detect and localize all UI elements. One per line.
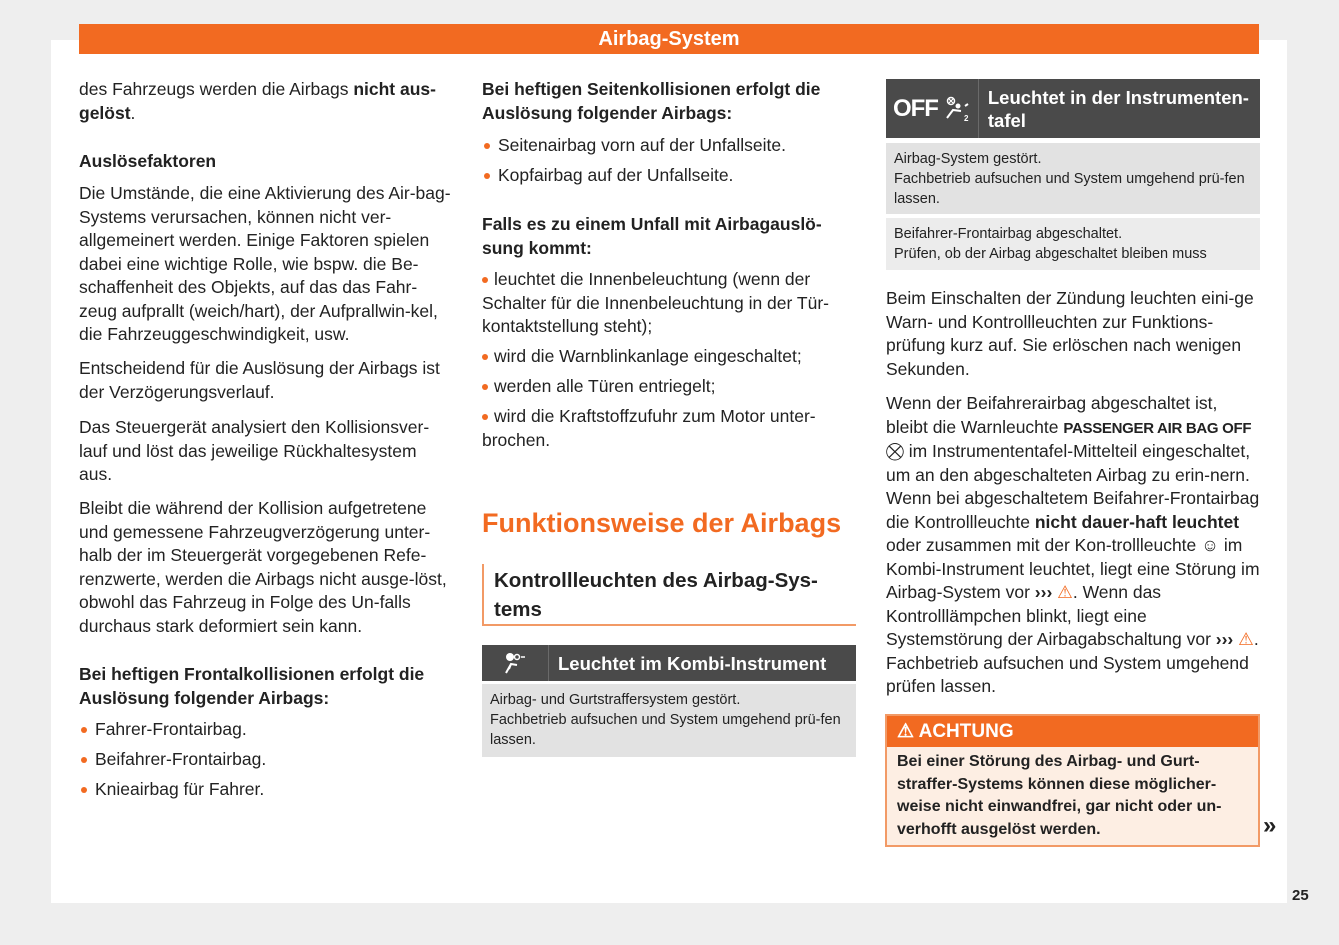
paragraph: Beim Einschalten der Zündung leuchten eini-ge Warn- und Kontrollleuchten zur Funktions-prüfung kurz auf. Sie erlöschen nach wenigen Sekunden. [886,288,1254,379]
warning-triangle-icon: ⚠ [1238,629,1254,649]
text: im Instrumententafel-Mittelteil eingeschaltet, um an den abgeschalteten Airbag zu erin-nern. Wenn bei abgeschaltetem Beifahrer-Frontairbag die Kontrollleuchte [886,441,1260,532]
paragraph: Entscheidend für die Auslösung der Airbags ist der Verzögerungsverlauf. [79,358,440,402]
factors-heading: Auslösefaktoren [79,151,217,171]
cross-reference-arrow[interactable]: ››› [1215,629,1234,649]
table-row [482,684,856,757]
list-item: Kopfairbag auf der Unfallseite. [482,164,857,188]
list-item: Knieairbag für Fahrer. [79,778,454,802]
table-cell: Fachbetrieb aufsuchen und System umgehend prü-fen lassen. [894,171,1245,207]
table-row [886,143,1260,214]
svg-text:2: 2 [963,113,969,122]
airbag-warning-icon: ☺ [1201,535,1224,555]
side-heading: Bei heftigen Seitenkollisionen erfolgt die Auslösung folgender Airbags: [482,79,821,123]
passenger-airbag-paragraph [886,392,1261,699]
subsection-title: Kontrollleuchten des Airbag-Sys-tems [482,564,856,626]
table-row [886,218,1260,270]
warning-text: Bei einer Störung des Airbag- und Gurt-straffer-Systems können diese möglicher-weise nicht einwandfrei, gar nicht oder un-verhofft ausgelöst werden. [897,753,1222,838]
list-item: leuchtet die Innenbeleuchtung (wenn der Schalter für die Innenbeleuchtung in der Tür-kontaktstellung steht); [482,268,857,339]
table-cell: Airbag-System gestört. [894,151,1042,167]
bold-text: nicht aus-gelöst [79,79,436,123]
cross-reference-arrow[interactable]: ››› [1034,582,1053,602]
list-item: wird die Kraftstoffzufuhr zum Motor unter-brochen. [482,405,857,452]
text: Wenn der Beifahrerairbag abgeschaltet ist, bleibt die Warnleuchte [886,393,1218,437]
table-cell: Fachbetrieb aufsuchen und System umgehend prü-fen lassen. [490,712,841,748]
frontal-heading: Bei heftigen Frontalkollisionen erfolgt die Auslösung folgender Airbags: [79,664,425,708]
table-cell: Airbag- und Gurtstraffersystem gestört. [490,692,741,708]
page-number: 25 [1292,887,1309,904]
text: . Wenn das Kontrolllämpchen blinkt, liegt eine Systemstörung der Airbagabschaltung vor [886,582,1216,649]
frontal-list [79,718,454,808]
passenger-airbag-off-icon [886,79,979,138]
table-cell: Beifahrer-Frontairbag abgeschaltet. [894,226,1123,242]
text: im Kombi-Instrument leuchtet, liegt eine Störung im Airbag-System vor [886,535,1260,602]
list-item: werden alle Türen entriegelt; [482,375,857,399]
passenger-airbag-off-icon: ⛒ [886,441,904,461]
warning-title: ACHTUNG [918,721,1014,742]
bold-text: nicht dauer-haft leuchtet [1034,511,1240,532]
list-item: Beifahrer-Frontairbag. [79,748,454,772]
table-header-text: Leuchtet in der Instrumenten-tafel [987,86,1249,131]
continue-mark: » [1263,812,1277,839]
warning-light-label: PASSENGER AIR BAG OFF [1063,419,1252,437]
instrument-table-header [886,79,1260,138]
text: des Fahrzeugs werden die Airbags [79,79,354,99]
intro-paragraph [79,78,454,125]
side-list [482,134,857,194]
accident-list [482,268,857,459]
list-item: wird die Warnblinkanlage eingeschaltet; [482,345,857,369]
text: . [130,102,136,123]
warning-box [885,714,1260,847]
airbag-warning-icon [482,645,549,681]
accident-heading: Falls es zu einem Unfall mit Airbagauslö-sung kommt: [482,214,822,258]
table-header-text: Leuchtet im Kombi-Instrument [558,652,827,674]
chapter-header: Airbag-System [79,24,1259,54]
off-label: OFF [892,94,938,122]
paragraph: Das Steuergerät analysiert den Kollisionsver-lauf und löst das jeweilige Rückhaltesystem aus. [79,417,430,484]
list-item: Fahrer-Frontairbag. [79,718,454,742]
section-title: Funktionsweise der Airbags [482,508,842,538]
paragraph: Die Umstände, die eine Aktivierung des Air-bag-Systems verursachen, können nicht ver-allgemeinert werden. Einige Faktoren spielen dabei eine wichtige Rolle, wie bspw. die Be-schaffenheit des Objekts, auf das das Fahr-zeug aufprallt (weich/hart), der Aufprallwin-kel, die Fahrzeuggeschwindigkeit, usw. [79,183,451,344]
text: oder zusammen mit der Kon-trollleuchte [886,535,1202,555]
warning-triangle-icon: ⚠ [1057,582,1073,602]
table-cell: Prüfen, ob der Airbag abgeschaltet bleiben muss [894,246,1207,262]
list-item: Seitenairbag vorn auf der Unfallseite. [482,134,857,158]
warning-header [887,716,1258,747]
paragraph: Bleibt die während der Kollision aufgetretene und gemessene Fahrzeugverzögerung unter-halb der im Steuergerät vorgegebenen Refe-renzwerte, werden die Airbags nicht ausge-löst, obwohl das Fahrzeug in Folge des Un-falls durchaus stark deformiert sein kann. [79,498,447,636]
warning-triangle-icon: ⚠ [897,721,919,742]
text: . Fachbetrieb aufsuchen und System umgehend prüfen lassen. [886,629,1259,696]
kombi-table-header [482,645,856,681]
